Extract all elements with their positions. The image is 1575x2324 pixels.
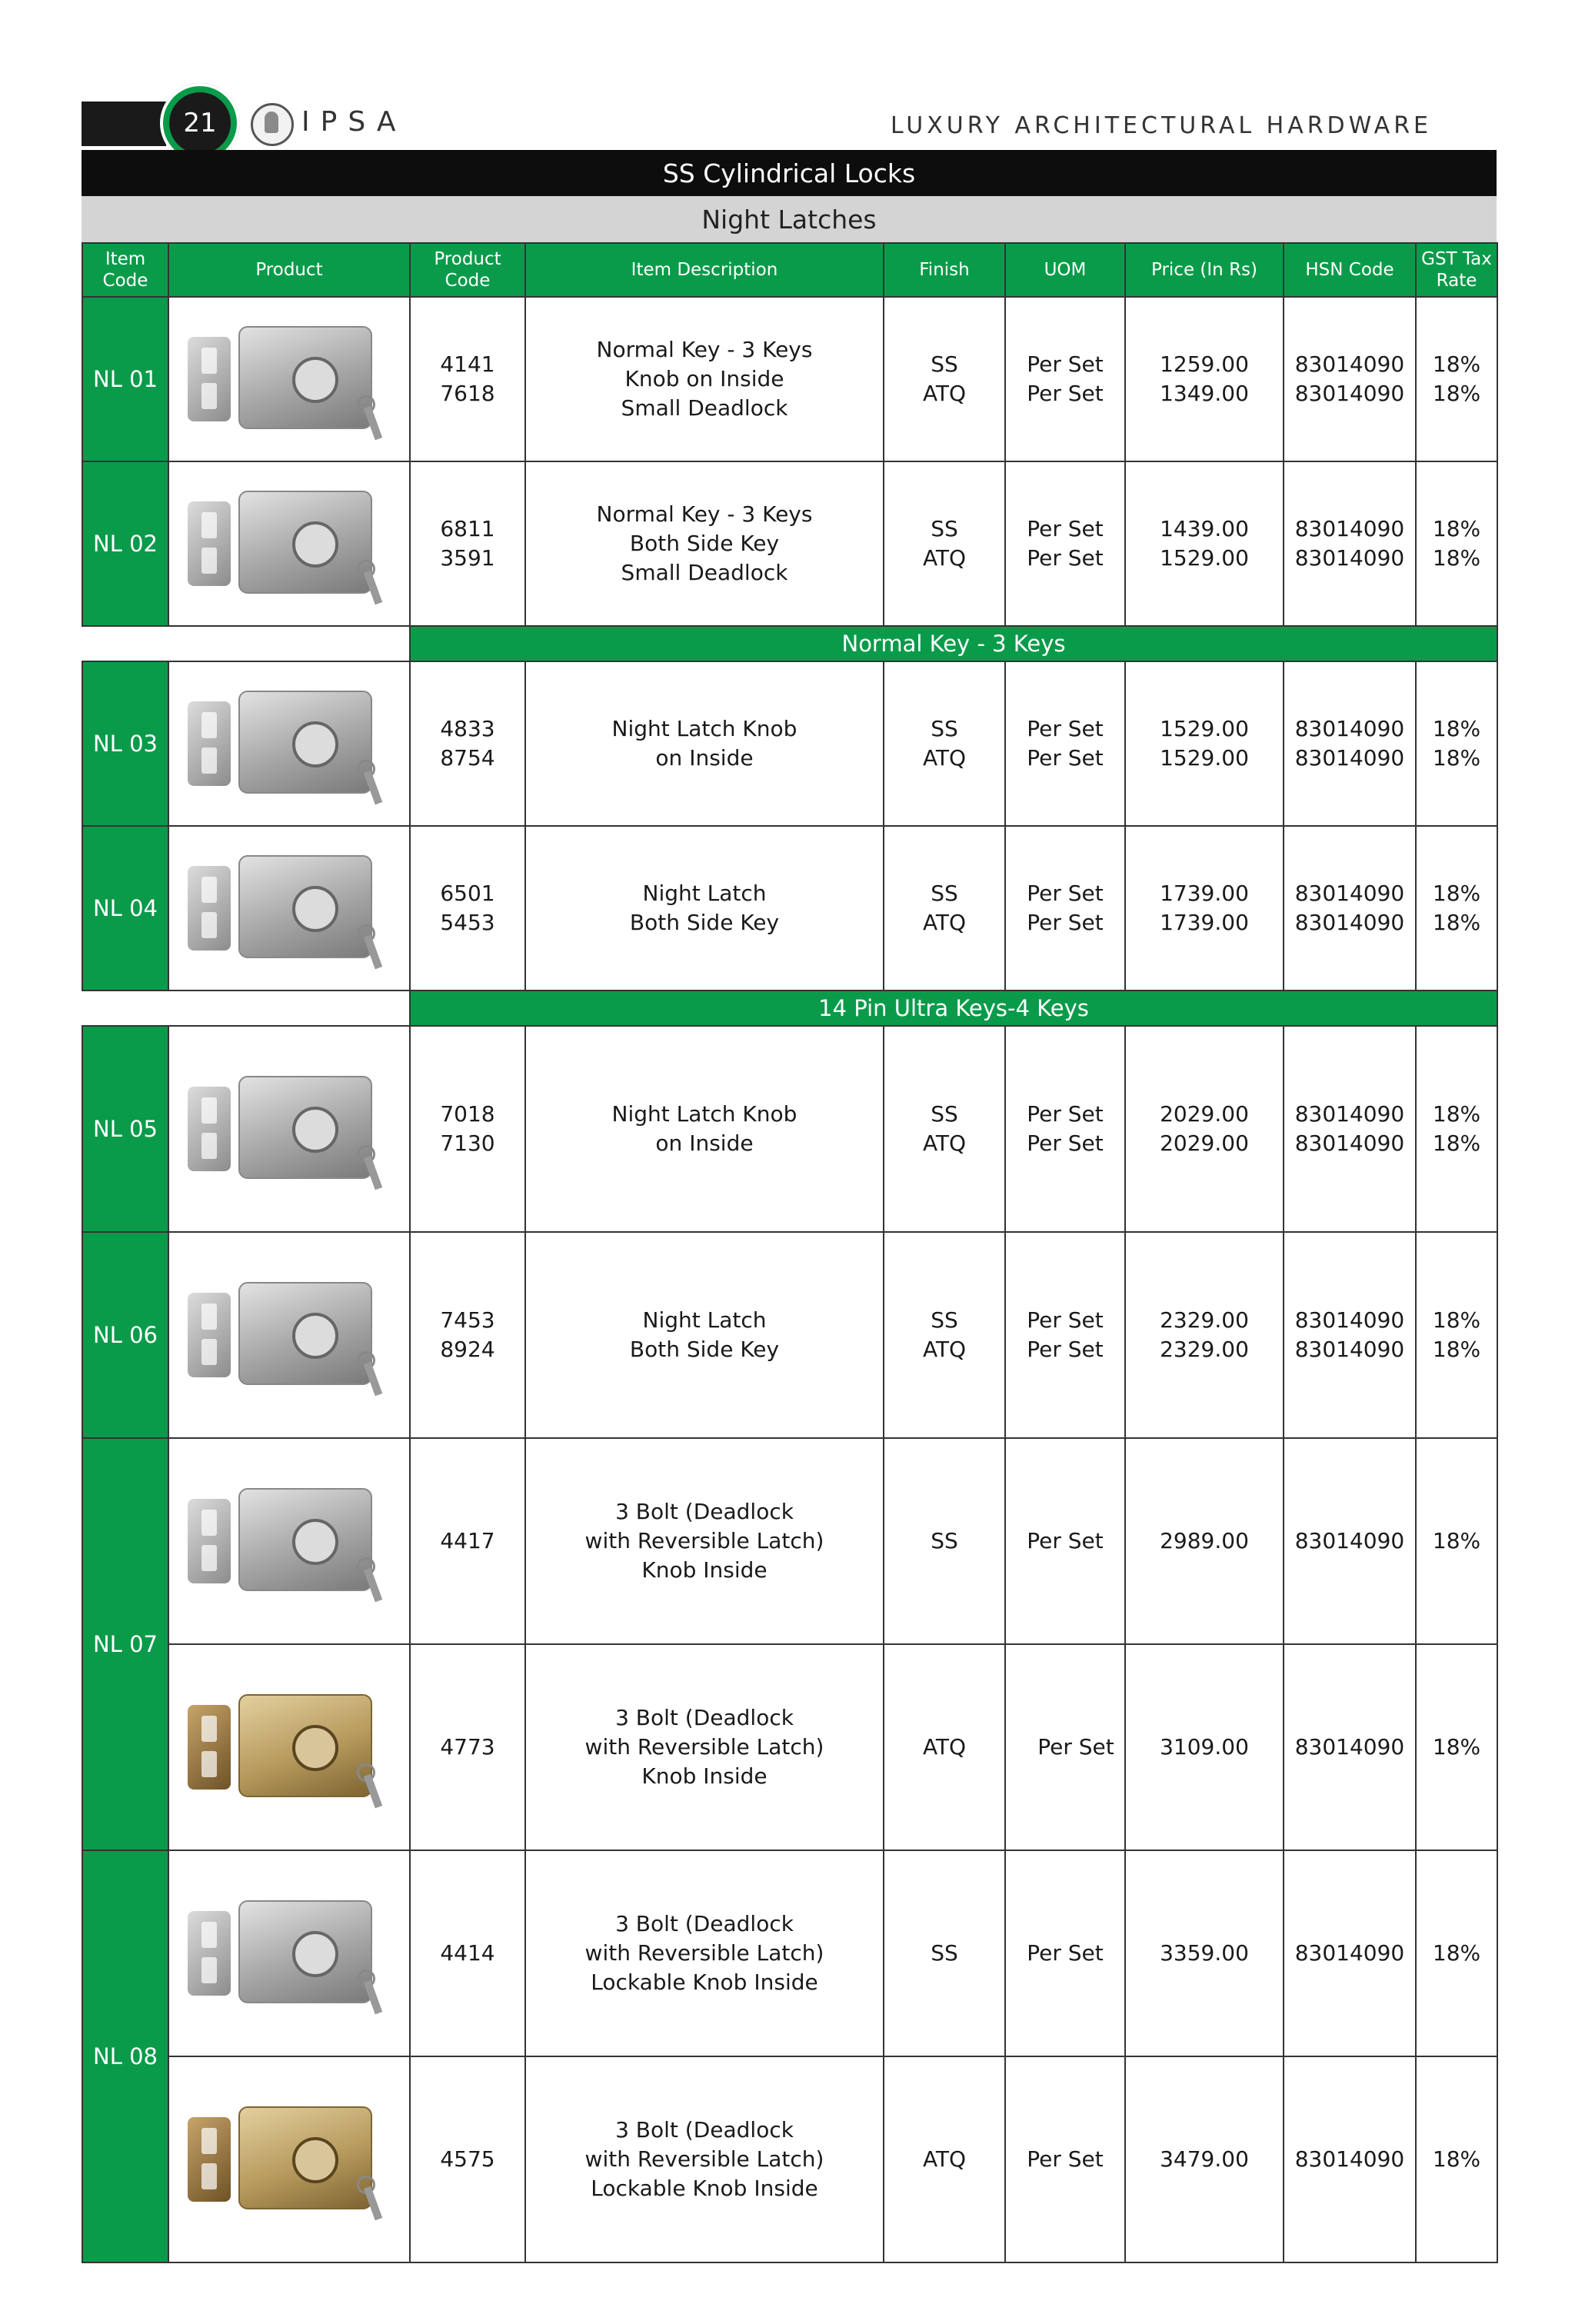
product-code: 4773 [410,1644,525,1850]
price: 1439.00 [1160,516,1249,541]
price: 2329.00 [1160,1337,1249,1362]
description-line: Lockable Knob Inside [591,2176,818,2201]
hsn-code: 83014090 [1294,545,1405,571]
item-code: NL 05 [82,1026,168,1232]
product-code: 4141 [440,351,495,377]
finish: SS [884,1438,1005,1644]
description-line: Night Latch Knob [611,716,797,741]
product-code: 6501 [440,881,495,906]
price: 1529.00 [1160,716,1249,741]
price: 3109.00 [1125,1644,1284,1850]
finish: SS [931,516,958,541]
section-heading: Normal Key - 3 Keys [410,626,1497,661]
product-image [168,826,410,991]
uom: Per Set [1027,1337,1104,1362]
description-line: Both Side Key [629,531,780,556]
price: 3359.00 [1125,1850,1284,2056]
gst-rate: 18% [1416,1438,1497,1644]
finish: ATQ [922,1337,967,1362]
price: 2329.00 [1160,1307,1249,1333]
col-uom: UOM [1005,243,1125,297]
table-row [82,297,1497,461]
description-line: Night Latch Knob [611,1101,797,1127]
finish: ATQ [922,381,967,406]
product-image [168,1438,410,1644]
col-gst-tax-rate: GST Tax Rate [1416,243,1497,297]
product-image [168,1026,410,1232]
price: 1529.00 [1160,545,1249,571]
lock-image-icon [174,671,405,817]
gst-rate: 18% [1432,351,1481,377]
gst-rate: 18% [1432,910,1481,935]
product-code: 6811 [440,516,495,541]
lock-image-icon [174,1056,405,1202]
finish: SS [931,1307,958,1333]
uom: Per Set [1027,545,1104,571]
description-line: 3 Bolt (Deadlock [615,1911,794,1936]
gst-rate: 18% [1432,716,1481,741]
gst-rate: 18% [1432,1130,1481,1156]
page-title: SS Cylindrical Locks [82,150,1497,196]
product-image [168,1644,410,1850]
description-line: with Reversible Latch) [584,2146,824,2172]
page-number: 21 [169,92,231,154]
col-hsn-code: HSN Code [1284,243,1416,297]
product-code: 7618 [440,381,495,406]
uom: Per Set [1005,1438,1125,1644]
col-finish: Finish [884,243,1005,297]
description-line: Both Side Key [629,1337,780,1362]
lock-image-icon [174,306,405,452]
hsn-code: 83014090 [1284,2056,1416,2262]
table-row [82,2056,1497,2262]
uom: Per Set [1027,716,1104,741]
price-table [82,242,1498,2263]
gst-rate: 18% [1432,881,1481,906]
lock-image-icon [174,1468,405,1614]
price: 3479.00 [1125,2056,1284,2262]
gst-rate: 18% [1432,381,1481,406]
table-row [82,1232,1497,1438]
hsn-code: 83014090 [1294,381,1405,406]
item-code: NL 02 [82,461,168,626]
table-row [82,1026,1497,1232]
uom: Per Set [1027,745,1104,771]
item-code: NL 06 [82,1232,168,1438]
gst-rate: 18% [1432,745,1481,771]
finish: SS [884,1850,1005,2056]
product-image [168,1232,410,1438]
hsn-code: 83014090 [1284,1644,1416,1850]
description-line: with Reversible Latch) [584,1734,824,1760]
price: 2029.00 [1160,1101,1249,1127]
hsn-code: 83014090 [1294,1337,1405,1362]
gst-rate: 18% [1432,1337,1481,1362]
price: 2029.00 [1160,1130,1249,1156]
product-code: 4414 [410,1850,525,2056]
col-product: Product [168,243,410,297]
hsn-code: 83014090 [1284,1850,1416,2056]
hsn-code: 83014090 [1294,1307,1405,1333]
description-line: Knob on Inside [624,366,784,391]
finish: SS [931,351,958,377]
finish: ATQ [884,1644,1005,1850]
uom: Per Set [1027,351,1104,377]
product-image [168,461,410,626]
description-line: Knob Inside [641,1557,768,1583]
hsn-code: 83014090 [1294,1130,1405,1156]
description-line: with Reversible Latch) [584,1528,824,1553]
section-heading: 14 Pin Ultra Keys-4 Keys [410,991,1497,1026]
product-image [168,297,410,461]
description-line: with Reversible Latch) [584,1940,824,1966]
uom: Per Set [1027,1101,1104,1127]
header-black-tab [82,102,166,146]
col-item-description: Item Description [525,243,884,297]
item-code: NL 03 [82,661,168,826]
finish: SS [931,716,958,741]
lock-image-icon [174,1262,405,1408]
description-line: Night Latch [642,1307,767,1333]
uom: Per Set [1005,2056,1125,2262]
description-line: Normal Key - 3 Keys [596,337,813,362]
price: 1529.00 [1160,745,1249,771]
table-header-row [82,243,1497,297]
table-row [82,1438,1497,1644]
lock-image-icon [174,1674,405,1820]
gst-rate: 18% [1432,1307,1481,1333]
gst-rate: 18% [1432,545,1481,571]
description-line: 3 Bolt (Deadlock [615,2117,794,2143]
table-row [82,826,1497,991]
price: 1349.00 [1160,381,1249,406]
price: 2989.00 [1125,1438,1284,1644]
product-code: 8754 [440,745,495,771]
lock-image-icon [174,2086,405,2232]
uom: Per Set [1027,1307,1104,1333]
product-image [168,1850,410,2056]
product-code: 5453 [440,910,495,935]
hsn-code: 83014090 [1294,351,1405,377]
uom: Per Set [1027,1130,1104,1156]
lock-image-icon [174,835,405,981]
product-code: 3591 [440,545,495,571]
hsn-code: 83014090 [1294,516,1405,541]
item-code: NL 07 [82,1438,168,1850]
gst-rate: 18% [1416,1644,1497,1850]
description-line: Small Deadlock [621,560,788,585]
hsn-code: 83014090 [1294,881,1405,906]
lock-image-icon [174,1880,405,2026]
gst-rate: 18% [1432,1101,1481,1127]
table-row [82,661,1497,826]
gst-rate: 18% [1416,1850,1497,2056]
hsn-code: 83014090 [1294,1101,1405,1127]
description-line: Knob Inside [641,1763,768,1789]
product-code: 8924 [440,1337,495,1362]
col-price: Price (In Rs) [1125,243,1284,297]
hsn-code: 83014090 [1284,1438,1416,1644]
product-code: 7018 [440,1101,495,1127]
uom: Per Set [1027,516,1104,541]
product-image [168,661,410,826]
description-line: Normal Key - 3 Keys [596,501,813,527]
description-line: 3 Bolt (Deadlock [615,1499,794,1524]
description-line: 3 Bolt (Deadlock [615,1705,794,1730]
description-line: Small Deadlock [621,395,788,421]
hsn-code: 83014090 [1294,745,1405,771]
description-line: Night Latch [642,881,767,906]
gst-rate: 18% [1416,2056,1497,2262]
section-row [82,626,1497,661]
table-row [82,461,1497,626]
finish: ATQ [922,745,967,771]
description-line: Both Side Key [629,910,780,935]
uom: Per Set [1027,381,1104,406]
price: 1739.00 [1160,910,1249,935]
uom: Per Set [1005,1644,1125,1850]
product-image [168,2056,410,2262]
table-row [82,1850,1497,2056]
description-line: Lockable Knob Inside [591,1969,818,1995]
brand-name: IPSA [301,106,407,138]
description-line: on Inside [655,745,754,771]
uom: Per Set [1005,1850,1125,2056]
section-row [82,991,1497,1026]
brand-logo-icon [251,103,294,146]
col-item-code: Item Code [82,243,168,297]
product-code: 4575 [410,2056,525,2262]
product-code: 4417 [410,1438,525,1644]
uom: Per Set [1027,910,1104,935]
col-product-code: Product Code [410,243,525,297]
lock-image-icon [174,471,405,617]
finish: ATQ [884,2056,1005,2262]
finish: ATQ [922,1130,967,1156]
hsn-code: 83014090 [1294,716,1405,741]
hsn-code: 83014090 [1294,910,1405,935]
item-code: NL 04 [82,826,168,991]
price: 1739.00 [1160,881,1249,906]
uom: Per Set [1027,881,1104,906]
page-subtitle: Night Latches [82,196,1497,242]
gst-rate: 18% [1432,516,1481,541]
tagline: LUXURY ARCHITECTURAL HARDWARE [891,112,1432,139]
item-code: NL 01 [82,297,168,461]
price: 1259.00 [1160,351,1249,377]
item-code: NL 08 [82,1850,168,2262]
finish: ATQ [922,910,967,935]
product-code: 7130 [440,1130,495,1156]
description-line: on Inside [655,1130,754,1156]
table-row [82,1644,1497,1850]
product-code: 4833 [440,716,495,741]
finish: ATQ [922,545,967,571]
product-code: 7453 [440,1307,495,1333]
finish: SS [931,1101,958,1127]
finish: SS [931,881,958,906]
